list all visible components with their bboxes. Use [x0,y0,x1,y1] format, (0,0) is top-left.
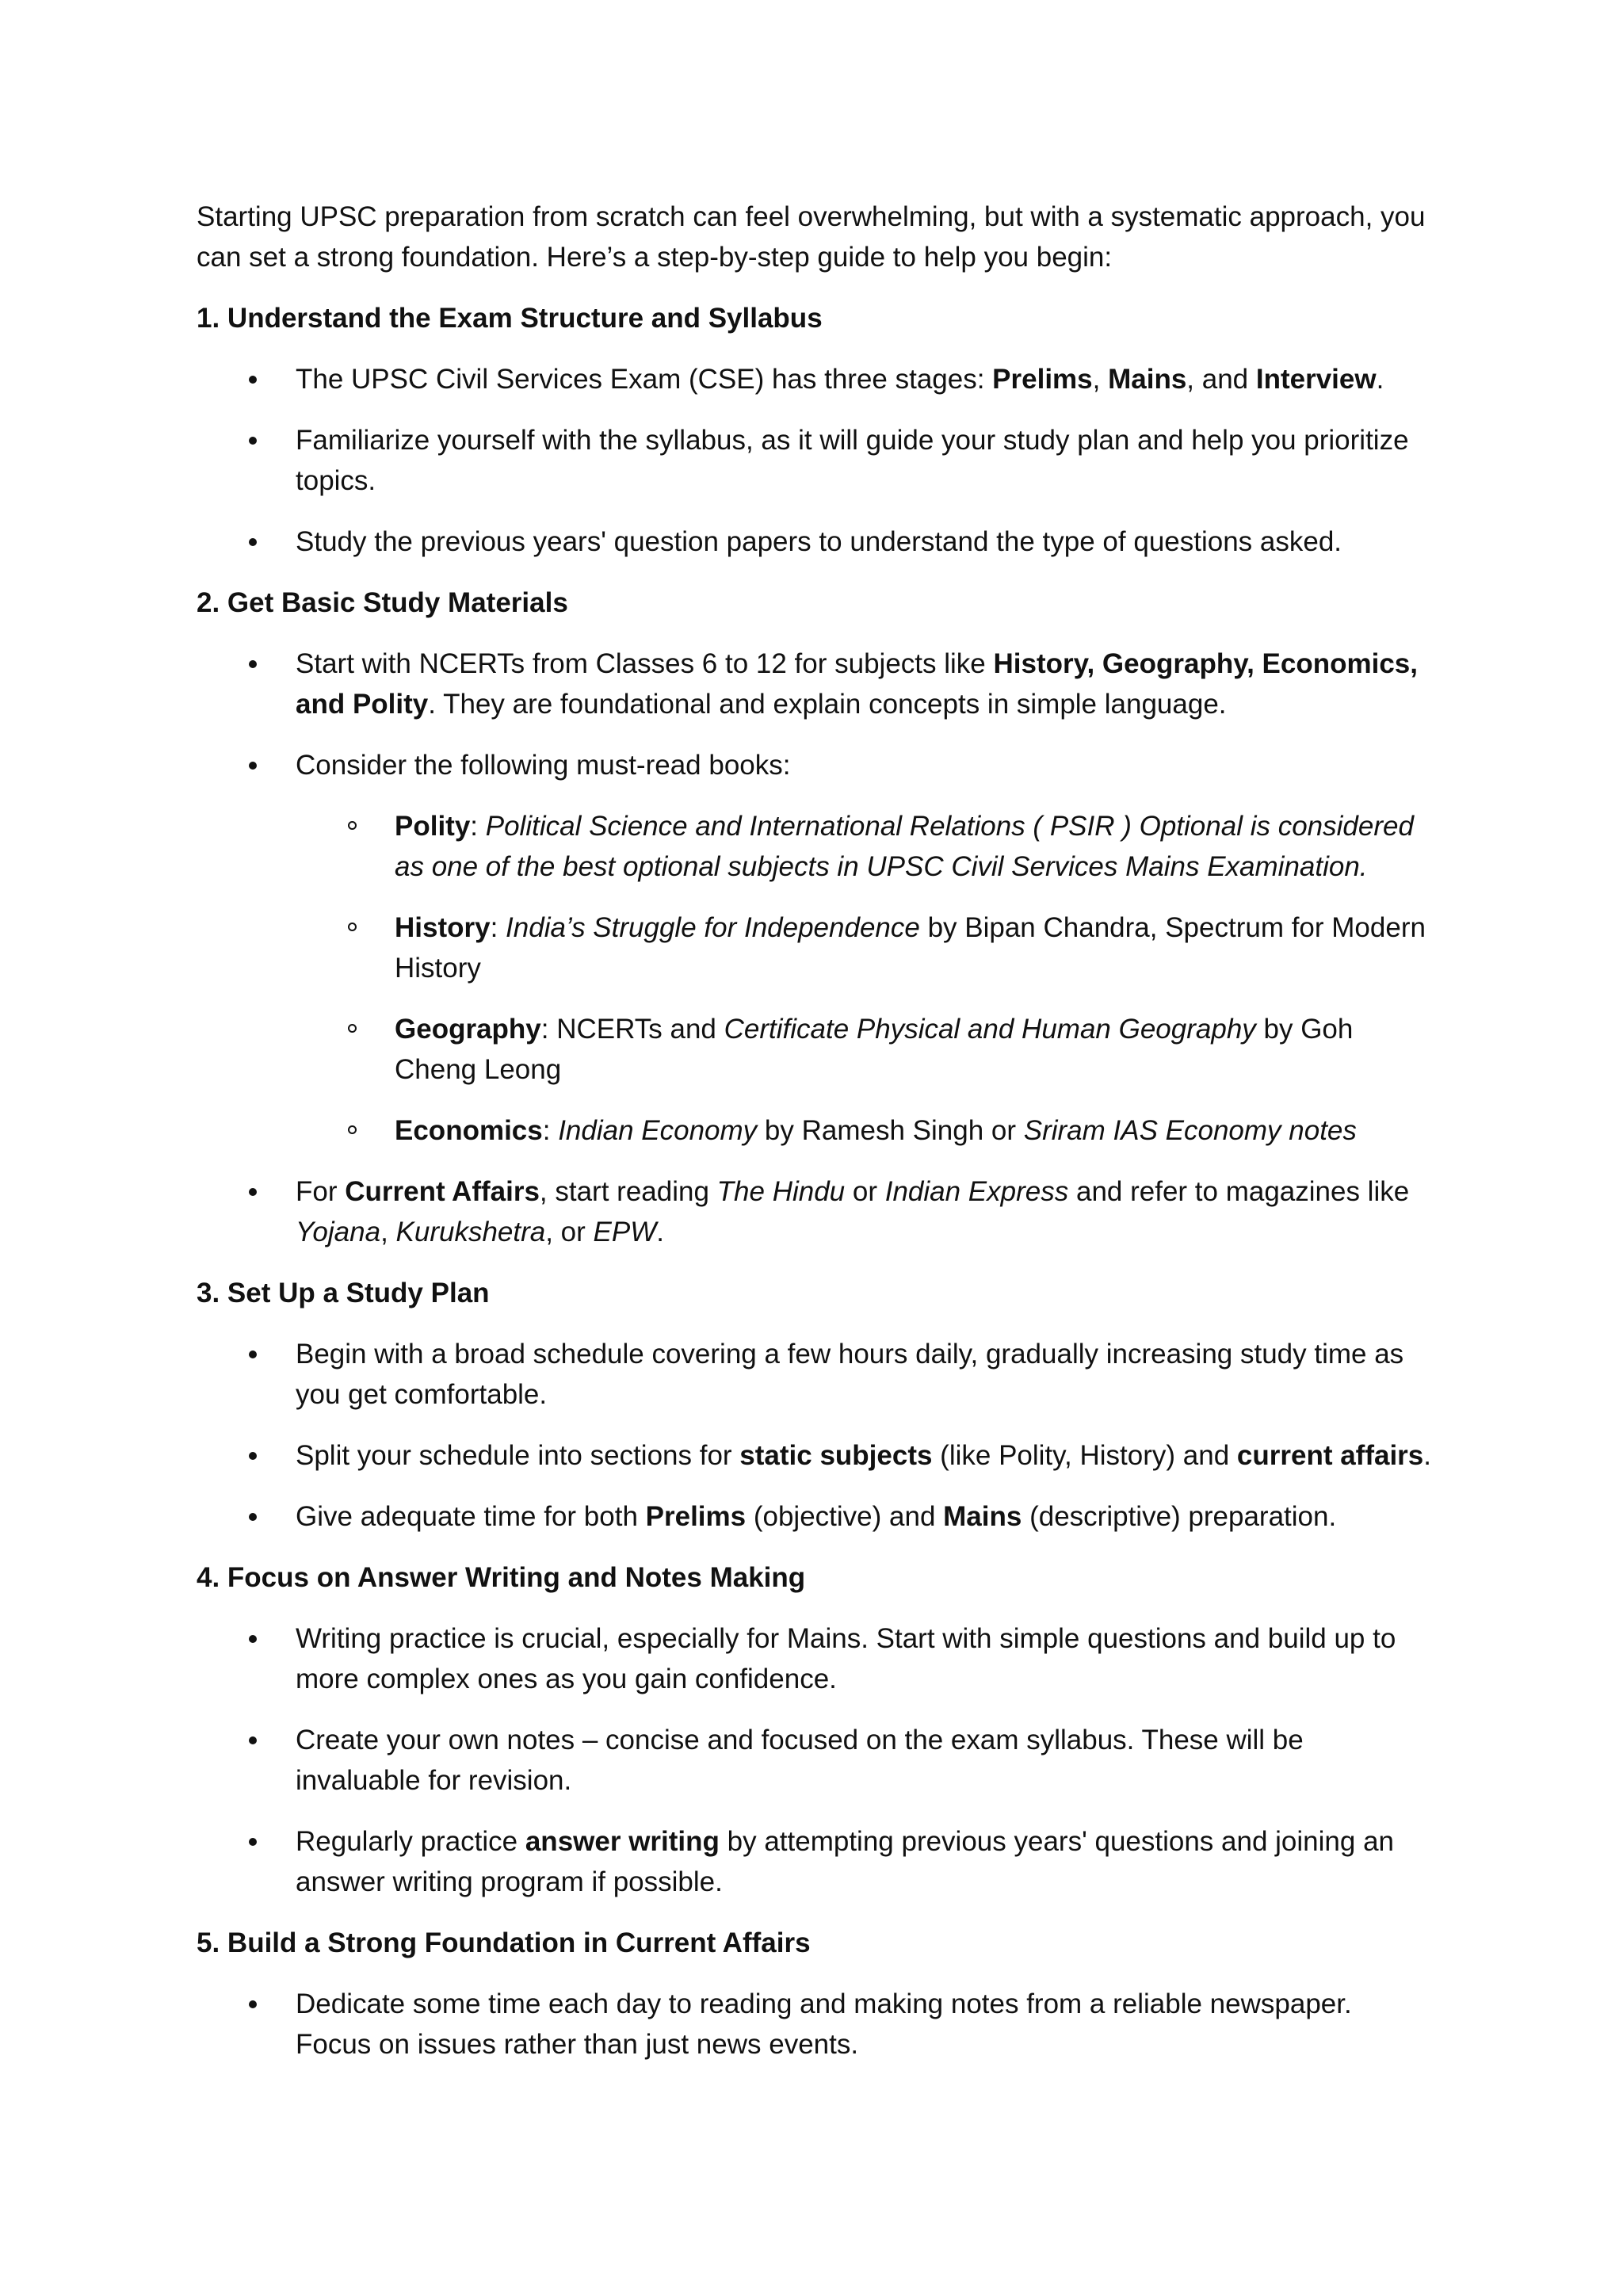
text-run: Writing practice is crucial, especially for Mains. Start with simple questions and build up to more complex ones as you gain confidence. [296,1623,1396,1694]
list-item [197,1720,1433,1801]
text-run: by Ramesh Singh or [757,1115,1024,1146]
bold-text: Interview [1255,364,1377,395]
list-item-text [296,526,1342,557]
list-item-text [296,425,1409,496]
text-run: Start with NCERTs from Classes 6 to 12 for subjects like [296,648,994,679]
list-item-text [296,1725,1304,1796]
text-run: Dedicate some time each day to reading and making notes from a reliable newspaper. Focus on issues rather than just news events. [296,1988,1352,2060]
bold-text: History [395,912,491,943]
bullet-list [197,1618,1433,1902]
bold-text: Mains [943,1501,1022,1532]
italic-text: India’s Struggle for Independence [506,912,920,943]
list-item [197,1984,1433,2065]
italic-text: Sriram IAS Economy notes [1023,1115,1357,1146]
bold-text: Current Affairs [345,1176,540,1207]
sub-bullet-list [296,806,1433,1151]
italic-text: Political Science and International Relations ( PSIR ) Optional is considered as one of the best optional subjects in UPSC Civil Services Mains Examination. [395,811,1414,882]
list-item [197,521,1433,562]
text-run: (like Polity, History) and [932,1440,1237,1471]
sub-list-item-text [395,1115,1357,1146]
text-run: . [1423,1440,1432,1471]
list-item-text [296,750,790,781]
text-run: : [470,811,486,842]
bold-text: Polity [395,811,471,842]
bold-text: Prelims [645,1501,747,1532]
bullet-icon [249,437,257,445]
document-body [197,197,1433,2085]
text-run: The UPSC Civil Services Exam (CSE) has three stages: [296,364,993,395]
sub-list-item [296,907,1433,988]
list-item-text [296,364,1384,395]
bold-text: History, Geography, Economics, and Polity [296,648,1418,720]
text-run: Regularly practice [296,1826,525,1857]
text-run: , start reading [539,1176,717,1207]
sub-list-item-text [395,912,1426,984]
italic-text: Certificate Physical and Human Geography [724,1014,1256,1045]
section-heading: 4. Focus on Answer Writing and Notes Making [197,1562,806,1593]
text-run: Give adequate time for both [296,1501,646,1532]
bold-text: answer writing [525,1826,720,1857]
bold-text: current affairs [1236,1440,1424,1471]
text-run: , and [1186,364,1256,395]
italic-text: The Hindu [716,1176,846,1207]
list-item [197,1171,1433,1252]
italic-text: Indian Economy [558,1115,758,1146]
bold-text: Economics [395,1115,543,1146]
text-run: by attempting previous years' questions and joining an answer writing program if possible. [296,1826,1394,1897]
list-item-text [296,1623,1396,1694]
hollow-bullet-icon [348,821,357,830]
bullet-list [197,644,1433,1252]
list-item [197,644,1433,724]
bullet-icon [249,2000,257,2008]
italic-text: Kurukshetra [395,1217,546,1247]
sections-container [197,298,1433,2065]
hollow-bullet-icon [348,923,357,931]
section-heading: 5. Build a Strong Foundation in Current Affairs [197,1927,811,1958]
list-item-text [296,1501,1336,1532]
list-item-text [296,1176,1409,1247]
list-item-text [296,648,1418,720]
text-run: Study the previous years' question papers to understand the type of questions asked. [296,526,1342,557]
text-run: Begin with a broad schedule covering a few hours daily, gradually increasing study time as you get comfortable. [296,1339,1404,1410]
text-run: Consider the following must-read books: [296,750,791,781]
sub-list-item [296,1110,1433,1151]
sub-list-item-text [395,1014,1353,1085]
list-item [197,420,1433,501]
list-item [197,745,1433,1151]
bullet-list [197,359,1433,562]
list-item [197,1821,1433,1902]
italic-text: Yojana [296,1217,381,1247]
bullet-icon [249,1838,257,1846]
bullet-list [197,1984,1433,2065]
bullet-icon [249,1736,257,1744]
text-run: or [845,1176,885,1207]
list-item-text [296,1988,1352,2060]
hollow-bullet-icon [348,1024,357,1033]
text-run: . [1376,364,1384,395]
text-run: For [296,1176,346,1207]
text-run: (descriptive) preparation. [1022,1501,1337,1532]
bullet-icon [249,1452,257,1460]
list-item [197,1618,1433,1699]
text-run: by Bipan Chandra, Spectrum for Modern History [395,912,1426,984]
section-heading: 1. Understand the Exam Structure and Syllabus [197,303,823,334]
bold-text: Geography [395,1014,541,1045]
bullet-icon [249,1635,257,1643]
bullet-icon [249,762,257,770]
text-run: Familiarize yourself with the syllabus, as it will guide your study plan and help you prioritize topics. [296,425,1409,496]
list-item-text [296,1826,1394,1897]
bold-text: Prelims [992,364,1093,395]
text-run: , [380,1217,396,1247]
section-heading: 2. Get Basic Study Materials [197,587,568,618]
bullet-icon [249,376,257,384]
list-item [197,1334,1433,1415]
italic-text: Indian Express [884,1176,1069,1207]
list-item-text [296,1440,1431,1471]
section-heading: 3. Set Up a Study Plan [197,1278,490,1308]
text-run: by Goh Cheng Leong [395,1014,1354,1085]
sub-list-item [296,806,1433,887]
sub-list-item [296,1009,1433,1090]
list-item [197,1496,1433,1537]
bold-text: Mains [1108,364,1187,395]
bullet-icon [249,1513,257,1521]
text-run: , [1092,364,1109,395]
bullet-icon [249,660,257,668]
text-run: (objective) and [746,1501,944,1532]
bullet-icon [249,538,257,546]
text-run: , or [545,1217,594,1247]
hollow-bullet-icon [348,1125,357,1134]
text-run: . [656,1217,664,1247]
text-run: Split your schedule into sections for [296,1440,740,1471]
text-run: . They are foundational and explain concepts in simple language. [428,689,1227,720]
italic-text: EPW [593,1217,657,1247]
bold-text: static subjects [739,1440,933,1471]
text-run: : NCERTs and [540,1014,724,1045]
bullet-icon [249,1350,257,1358]
list-item-text [296,1339,1403,1410]
list-item [197,359,1433,399]
bullet-list [197,1334,1433,1537]
intro-paragraph: Starting UPSC preparation from scratch can feel overwhelming, but with a systematic approach, you can set a strong foundation. Here’s a step-by-step guide to help you begin: [197,201,1426,273]
text-run: Create your own notes – concise and focused on the exam syllabus. These will be invaluable for revision. [296,1725,1304,1796]
text-run: : [542,1115,559,1146]
text-run: : [490,912,506,943]
bullet-icon [249,1188,257,1196]
list-item [197,1435,1433,1476]
sub-list-item-text [395,811,1414,882]
text-run: and refer to magazines like [1068,1176,1410,1207]
